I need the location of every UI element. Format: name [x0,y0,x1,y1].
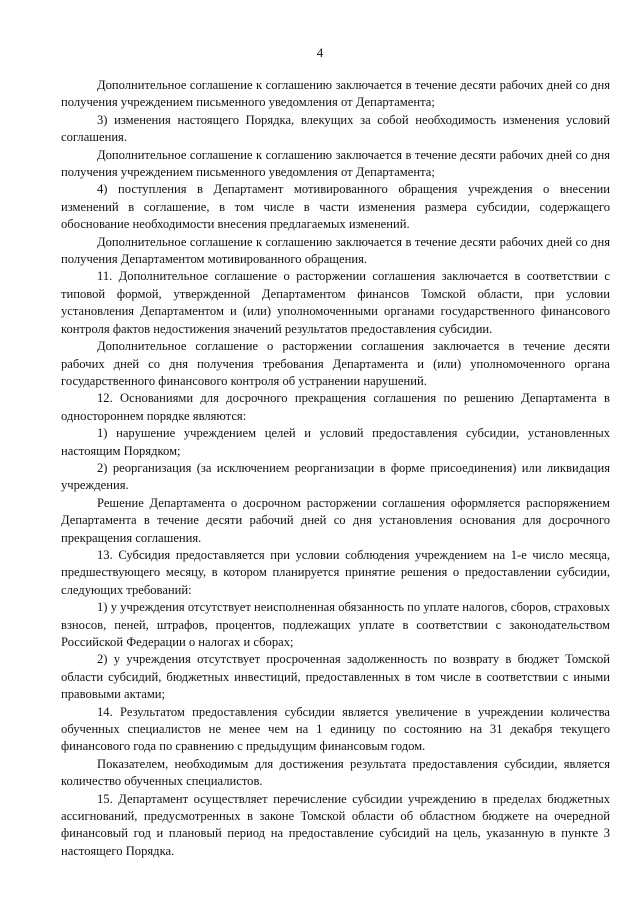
paragraph-16: Показателем, необходимым для достижения результата предоставления субсидии, является количество обученных специалистов. [61,756,610,789]
paragraph-14: 2) у учреждения отсутствует просроченная задолженность по возврату в бюджет Томской области субсидий, бюджетных инвестиций, предоставленных в том числе в соответствии с иными правовыми актами; [61,652,610,702]
paragraph-3: Дополнительное соглашение к соглашению заключается в течение десяти рабочих дней со дня получения учреждением письменного уведомления от Департамента; [61,147,610,180]
paragraph-2: 3) изменения настоящего Порядка, влекущих за собой необходимость изменения условий соглашения. [61,112,610,145]
paragraph-9: 1) нарушение учреждением целей и условий предоставления субсидии, установленных настоящим Порядком; [61,426,610,458]
paragraph-15: 14. Результатом предоставления субсидии является увеличение в учреждении количества обученных специалистов не менее чем на 1 единицу по состоянию на 31 декабря текущего финансового года по сравнению с предыдущим финансовым годом. [61,704,610,754]
paragraph-4: 4) поступления в Департамент мотивированного обращения учреждения о внесении изменений в соглашение, в том числе в части изменения размера субсидии, содержащего обоснование необходимости внесения предлагаемых изменений. [61,182,610,232]
paragraph-17: 15. Департамент осуществляет перечисление субсидии учреждению в пределах бюджетных ассигнований, предусмотренных в законе Томской области об областном бюджете на очередной финансовый год и плановый период на предоставление субсидий на цель, указанную в пункте 3 настоящего Порядка. [61,791,610,858]
paragraph-5: Дополнительное соглашение к соглашению заключается в течение десяти рабочих дней со дня получения Департаментом мотивированного обращения. [61,234,610,267]
paragraph-11: Решение Департамента о досрочном расторжении соглашения оформляется распоряжением Департамента в течение десяти рабочий дней со дня установления основания для досрочного прекращения соглашения. [61,495,610,545]
paragraph-13: 1) у учреждения отсутствует неисполненная обязанность по уплате налогов, сборов, страховых взносов, пеней, штрафов, процентов, подлежащих уплате в соответствии с законодательством Российской Федерации о налогах и сборах; [61,600,610,649]
paragraph-7: Дополнительное соглашение о расторжении соглашения заключается в течение десяти рабочих дней со дня получения требования Департамента и (или) уполномоченного органа государственного финансового контроля об устранении нарушений. [61,339,610,388]
paragraph-1: Дополнительное соглашение к соглашению заключается в течение десяти рабочих дней со дня получения учреждением письменного уведомления от Департамента; [61,78,610,110]
paragraph-8: 12. Основаниями для досрочного прекращения соглашения по решению Департамента в одностороннем порядке являются: [61,391,610,423]
document-body [61,77,610,860]
page-number: 4 [316,45,324,60]
paragraph-6: 11. Дополнительное соглашение о расторжении соглашения заключается в соответствии с типовой формой, утвержденной Департаментом финансов Томской области, при условии установления Департаментом и (или) уполномоченными органами государственного финансового контроля фактов недостижения значений результатов предоставления субсидии. [61,269,610,336]
paragraph-10: 2) реорганизация (за исключением реорганизации в форме присоединения) или ликвидация учреждения. [61,460,610,493]
paragraph-12: 13. Субсидия предоставляется при условии соблюдения учреждением на 1-е число месяца, предшествующего месяцу, в котором планируется принятие решения о предоставлении субсидии, следующих требований: [61,547,610,597]
